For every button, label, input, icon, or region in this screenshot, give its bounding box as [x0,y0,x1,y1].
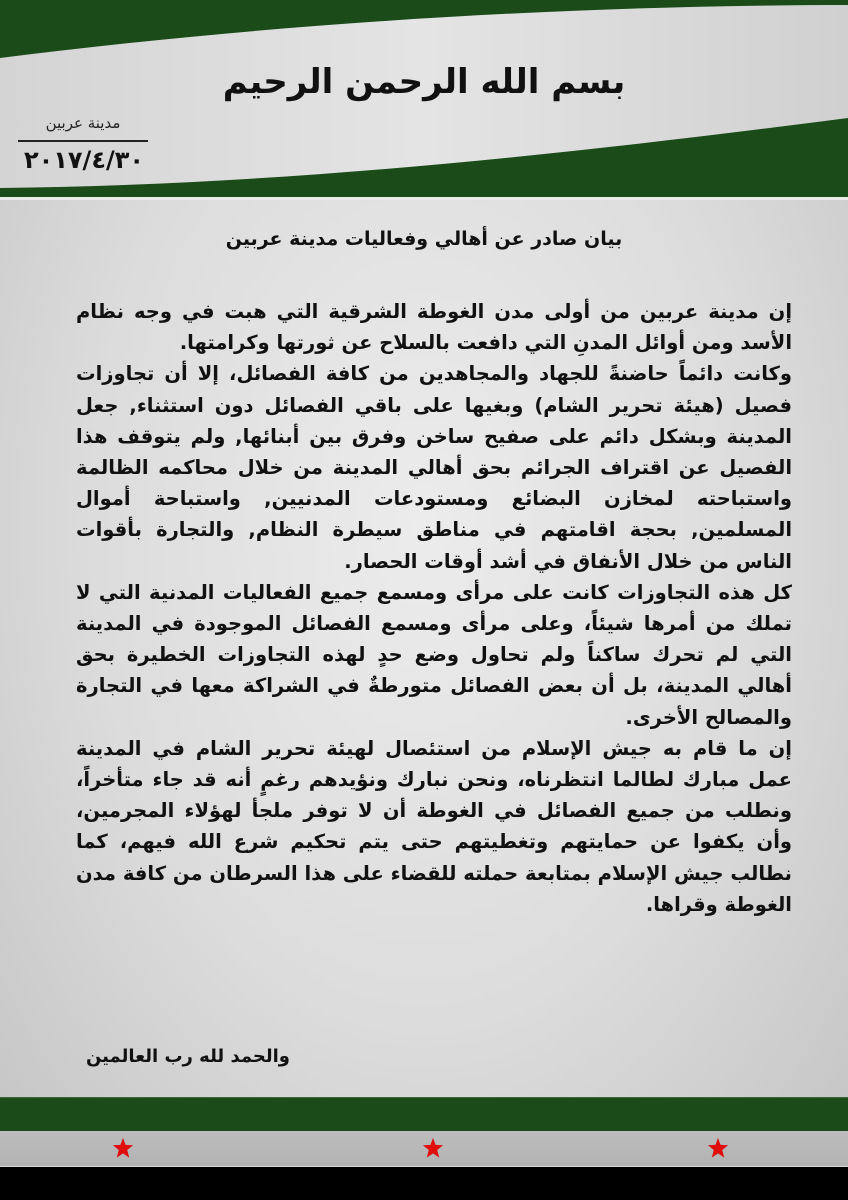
star-icon [112,1137,134,1159]
paragraph: إن مدينة عربين من أولى مدن الغوطة الشرقية التي هبت في وجه نظام الأسد ومن أوائل المدنِ التي دافعت بالسلاح عن ثورتها وكرامتها. [76,300,792,355]
footer-green-band [0,1097,848,1132]
paragraph: وكانت دائماً حاضنةً للجهاد والمجاهدين من كافة الفصائل، إلا أن تجاوزات فصيل (هيئة تحرير الشام) وبغيها على باقي الفصائل دون استثناء, جعل المدينة وبشكل دائم على صفيح ساخن وفرق بين أبنائها, ولم يتوقف هذا الفصيل عن اقتراف الجرائم بحق أهالي المدينة من خلال محاكمه الظالمة واستباحته لمخازن البضائع ومستودعات المدنيين, واستباحة أموال المسلمين, بحجة اقامتهم في مناطق سيطرة النظام, والتجارة بأقوات الناس من خلال الأنفاق في أشد أوقات الحصار. [76,362,792,573]
header-light-strip [0,197,848,200]
basmala-heading: بسم الله الرحمن الرحيم [222,62,626,102]
paragraph: كل هذه التجاوزات كانت على مرأى ومسمع جميع الفعاليات المدنية التي لا تملك من أمرها شيئاً، وعلى مرأى ومسمع الفصائل الموجودة في المدينة التي لم تحرك ساكناً ولم تحاول وضع حدٍ لهذه التجاوزات الخطيرة بحق أهالي المدينة، بل أن بعض الفصائل متورطةٌ في الشراكة معها في التجارة والمصالح الأخرى. [76,580,792,729]
city-name: مدينة عربين [45,114,121,132]
star-icon [422,1137,444,1159]
statement-title: بيان صادر عن أهالي وفعاليات مدينة عربين [225,228,623,250]
statement-body [76,296,792,920]
closing-line: والحمد لله رب العالمين [85,1046,290,1067]
bottom-black-bar [0,1167,848,1200]
star-icon [707,1137,729,1159]
paragraph: إن ما قام به جيش الإسلام من استئصال لهيئة تحرير الشام في المدينة عمل مبارك لطالما انتظرناه، ونحن نبارك ونؤيدهم رغمٍ أنه قد جاء متأخراً، ونطلب من جميع الفصائل في الغوطة أن لا توفر ملجأ لهؤلاء المجرمين، وأن يكفوا عن حمايتهم وتغطيتهم حتى يتم تحكيم شرع الله فيهم، كما نطالب جيش الإسلام بمتابعة حملته للقضاء على هذا السرطان من كافة مدن الغوطة وقراها. [76,736,792,916]
city-divider [18,140,148,142]
document-date: ٢٠١٧/٤/٣٠ [23,146,145,174]
